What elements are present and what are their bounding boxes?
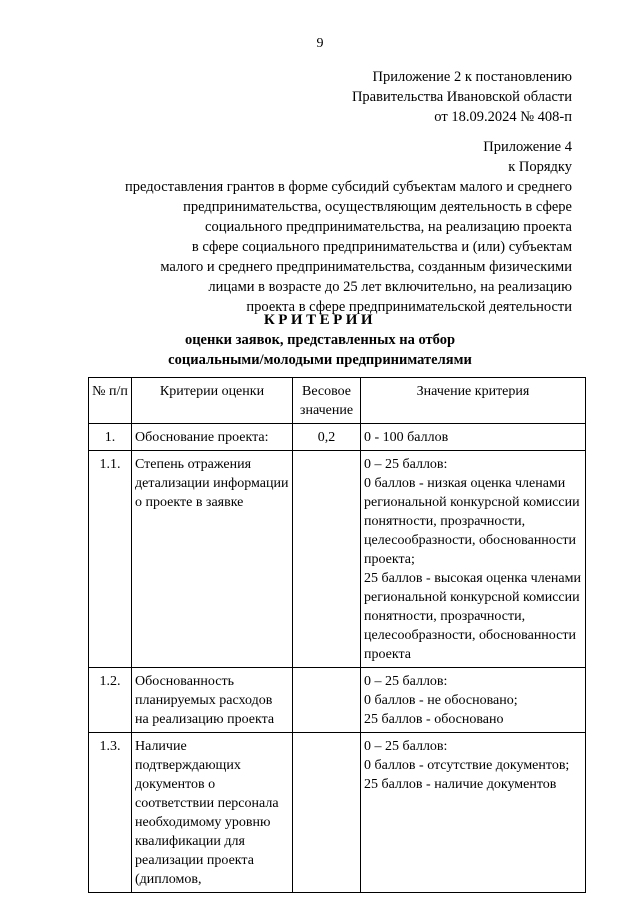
row-num: 1. [89, 424, 132, 451]
title-line: социальными/молодыми предпринимателями [168, 352, 472, 368]
row-weight: 0,2 [293, 424, 361, 451]
row-value [361, 733, 586, 893]
appendix-header-line: Приложение 2 к постановлению [372, 69, 572, 85]
row-value-line: 25 баллов - наличие документов [364, 777, 557, 792]
row-value-line: 0 баллов - низкая оценка членами региональной конкурсной комиссии понятности, прозрачности, целесообразности, обоснованности проекта; [364, 476, 580, 567]
appendix-header-line: от 18.09.2024 № 408-п [434, 109, 572, 125]
row-num: 1.1. [89, 451, 132, 668]
row-num: 1.3. [89, 733, 132, 893]
table-row [89, 424, 586, 451]
row-num: 1.2. [89, 668, 132, 733]
header-value: Значение критерия [361, 378, 586, 424]
row-criteria: Обоснование проекта: [132, 424, 293, 451]
row-weight [293, 733, 361, 893]
header-num: № п/п [89, 378, 132, 424]
appendix-header-line: Правительства Ивановской области [351, 89, 572, 105]
criteria-table [88, 377, 586, 893]
row-value-line: 0 – 25 баллов: [364, 457, 448, 472]
row-weight [293, 668, 361, 733]
row-value [361, 424, 586, 451]
appendix-sub-line: к Порядку [508, 159, 572, 175]
document-title [0, 310, 640, 370]
title-line: оценки заявок, представленных на отбор [184, 332, 456, 348]
title-heading: КРИТЕРИИ [263, 312, 377, 328]
row-value [361, 668, 586, 733]
table-row [89, 668, 586, 733]
appendix-header [352, 67, 572, 127]
appendix-sub-line: Приложение 4 [483, 139, 572, 155]
row-value-line: 0 – 25 баллов: [364, 674, 448, 689]
row-criteria: Наличие подтверждающих документов о соответствии персонала необходимому уровню квалификации для реализации проекта (дипломов, [132, 733, 293, 893]
appendix-sub-line: лицами в возрасте до 25 лет включительно, на реализацию [208, 279, 572, 295]
header-weight: Весовое значение [293, 378, 361, 424]
row-value-line: 0 баллов - не обосновано; [364, 693, 518, 708]
appendix-sub-line: социального предпринимательства, на реализацию проекта [205, 219, 572, 235]
row-value-line: 0 - 100 баллов [364, 430, 449, 445]
appendix-sub-line: малого и среднего предпринимательства, созданным физическими [160, 259, 572, 275]
row-value-line: 0 баллов - отсутствие документов; [364, 758, 570, 773]
row-criteria: Степень отражения детализации информации о проекте в заявке [132, 451, 293, 668]
appendix-sub-header [125, 137, 572, 317]
appendix-sub-line: в сфере социального предпринимательства и (или) субъектам [191, 239, 572, 255]
row-value-line: 0 – 25 баллов: [364, 739, 448, 754]
row-value-line: 25 баллов - обосновано [364, 712, 504, 727]
row-value-line: 25 баллов - высокая оценка членами региональной конкурсной комиссии понятности, прозрачности, целесообразности, обоснованности проекта [364, 571, 581, 662]
appendix-sub-line: предпринимательства, осуществляющим деятельность в сфере [183, 199, 572, 215]
appendix-sub-line: проекта в сфере предпринимательской деятельности [246, 299, 572, 315]
row-criteria: Обоснованность планируемых расходов на реализацию проекта [132, 668, 293, 733]
row-value [361, 451, 586, 668]
table-row [89, 733, 586, 893]
header-criteria: Критерии оценки [132, 378, 293, 424]
table-row [89, 451, 586, 668]
appendix-sub-line: предоставления грантов в форме субсидий субъектам малого и среднего [125, 179, 572, 195]
page-number: 9 [316, 36, 324, 51]
row-weight [293, 451, 361, 668]
table-header-row [89, 378, 586, 424]
